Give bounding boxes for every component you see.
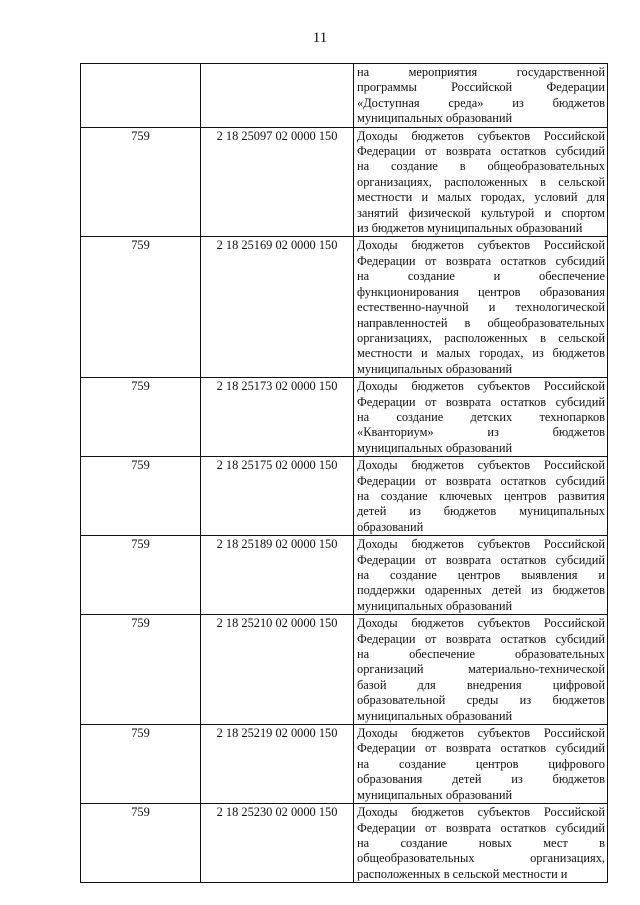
description-cell [354, 64, 608, 128]
budget-code-cell: 2 18 25230 02 0000 150 [201, 804, 354, 883]
description-line: Федерации от возврата остатков субсидий [357, 741, 605, 756]
description-line: Доходы бюджетов субъектов Российской [357, 537, 605, 552]
description-line: Федерации от возврата остатков субсидий [357, 631, 605, 646]
budget-code-cell: 2 18 25097 02 0000 150 [201, 127, 354, 237]
description-line: образования детей из бюджетов [357, 772, 605, 787]
description-line: Доходы бюджетов субъектов Российской [357, 616, 605, 631]
description-line: на создание и обеспечение [357, 269, 605, 284]
budget-code-cell: 2 18 25210 02 0000 150 [201, 615, 354, 725]
table-body [81, 64, 608, 883]
table-row [81, 536, 608, 615]
admin-code-cell: 759 [81, 457, 201, 536]
description-line: общеобразовательных организациях, [357, 851, 605, 866]
budget-code-cell: 2 18 25189 02 0000 150 [201, 536, 354, 615]
admin-code-cell: 759 [81, 378, 201, 457]
description-cell [354, 378, 608, 457]
description-cell [354, 127, 608, 237]
description-line: базой для внедрения цифровой [357, 677, 605, 692]
description-line: муниципальных образований [357, 598, 513, 613]
description-line: Доходы бюджетов субъектов Российской [357, 379, 605, 394]
description-line: на создание в общеобразовательных [357, 159, 605, 174]
description-cell [354, 536, 608, 615]
description-line: на создание центров цифрового [357, 756, 605, 771]
description-cell [354, 615, 608, 725]
description-line: занятий физической культурой и спортом [357, 205, 605, 220]
description-line: Доходы бюджетов субъектов Российской [357, 128, 605, 143]
description-line: на создание центров выявления и [357, 568, 605, 582]
description-line: муниципальных образований [357, 708, 513, 723]
page-number: 11 [312, 30, 328, 46]
budget-code-cell [201, 64, 354, 128]
description-line: организациях, расположенных в сельской [357, 174, 605, 189]
table-row [81, 725, 608, 804]
description-line: Федерации от возврата остатков субсидий [357, 253, 605, 268]
budget-revenue-table [80, 63, 608, 883]
admin-code-cell: 759 [81, 536, 201, 615]
description-line: Федерации от возврата остатков субсидий [357, 473, 605, 488]
table-row [81, 804, 608, 883]
description-line: Доходы бюджетов субъектов Российской [357, 805, 605, 820]
description-cell [354, 237, 608, 378]
budget-code-cell: 2 18 25175 02 0000 150 [201, 457, 354, 536]
description-cell [354, 457, 608, 536]
table-row [81, 457, 608, 536]
description-line: Федерации от возврата остатков субсидий [357, 144, 605, 159]
description-line: Доходы бюджетов субъектов Российской [357, 458, 605, 473]
description-line: Федерации от возврата остатков субсидий [357, 552, 605, 567]
admin-code-cell: 759 [81, 725, 201, 804]
description-line: на мероприятия государственной [357, 65, 605, 79]
description-line: направленностей в общеобразовательных [357, 315, 605, 330]
description-line: на создание новых мест в [357, 835, 605, 850]
admin-code-cell: 759 [81, 804, 201, 883]
description-line: поддержки одаренных детей из бюджетов [357, 583, 605, 598]
table-row [81, 615, 608, 725]
description-line: местности и малых городах, условий для [357, 190, 605, 205]
budget-code-cell: 2 18 25219 02 0000 150 [201, 725, 354, 804]
description-line: программы Российской Федерации [357, 80, 605, 95]
description-line: организациях, расположенных в сельской [357, 330, 605, 345]
description-line: детей из бюджетов муниципальных [357, 504, 605, 519]
admin-code-cell: 759 [81, 237, 201, 378]
description-line: естественно-научной и технологической [357, 300, 605, 315]
description-line: образований [357, 519, 424, 534]
description-line: на создание детских технопарков [357, 409, 605, 424]
table-row [81, 237, 608, 378]
description-line: «Кванториум» из бюджетов [357, 425, 605, 440]
description-cell [354, 804, 608, 883]
admin-code-cell [81, 64, 201, 128]
budget-code-cell: 2 18 25169 02 0000 150 [201, 237, 354, 378]
table-row [81, 378, 608, 457]
description-line: Доходы бюджетов субъектов Российской [357, 726, 605, 741]
description-line: муниципальных образований [357, 787, 513, 802]
table-row [81, 127, 608, 237]
description-line: Федерации от возврата остатков субсидий [357, 394, 605, 409]
description-line: на обеспечение образовательных [357, 647, 605, 662]
description-line: муниципальных образований [357, 440, 513, 455]
description-line: образовательной среды из бюджетов [357, 693, 605, 708]
description-line: местности и малых городах, из бюджетов [357, 346, 605, 361]
description-line: на создание ключевых центров развития [357, 488, 605, 503]
admin-code-cell: 759 [81, 615, 201, 725]
table-row [81, 64, 608, 128]
budget-code-cell: 2 18 25173 02 0000 150 [201, 378, 354, 457]
description-line: Федерации от возврата остатков субсидий [357, 820, 605, 835]
description-line: муниципальных образований [357, 361, 513, 376]
description-line: из бюджетов муниципальных образований [357, 221, 583, 236]
description-line: расположенных в сельской местности и [357, 866, 568, 881]
description-cell [354, 725, 608, 804]
description-line: Доходы бюджетов субъектов Российской [357, 238, 605, 253]
description-line: муниципальных образований [357, 111, 513, 126]
admin-code-cell: 759 [81, 127, 201, 237]
description-line: «Доступная среда» из бюджетов [357, 95, 605, 110]
description-line: функционирования центров образования [357, 284, 605, 299]
description-line: организаций материально-технической [357, 662, 605, 677]
